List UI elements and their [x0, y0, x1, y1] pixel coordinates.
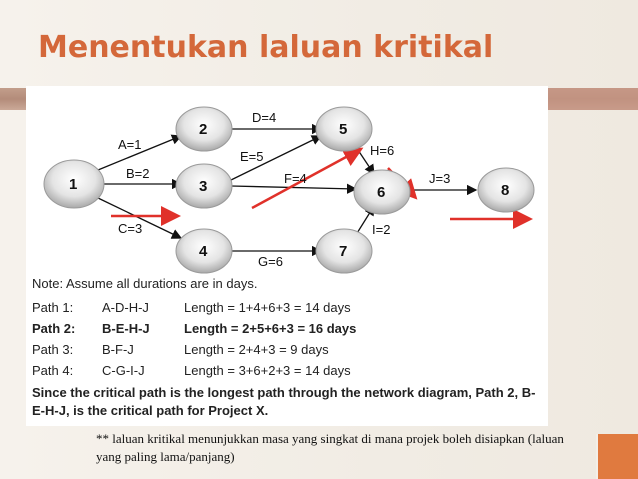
path-route: A-D-H-J: [102, 300, 149, 315]
path-route: B-F-J: [102, 342, 134, 357]
node-label: 3: [199, 178, 208, 195]
path-name: Path 3:: [32, 342, 74, 357]
corner-accent: [596, 434, 638, 479]
decorative-band-edge: [538, 88, 638, 110]
edge-label-b: B=2: [126, 166, 150, 181]
node-3: [176, 164, 232, 208]
node-label: 2: [199, 121, 208, 138]
path-length: Length = 1+4+6+3 = 14 days: [184, 300, 351, 315]
node-label: 7: [339, 243, 348, 260]
edge-label-d: D=4: [252, 110, 277, 125]
conclusion-text: Since the critical path is the longest path through the network diagram, Path 2, B-E-H-J, is the critical path for Project X.: [32, 385, 536, 418]
edge-label-i: I=2: [372, 222, 391, 237]
caption-text: ** laluan kritikal menunjukkan masa yang singkat di mana projek boleh disiapkan (laluan yang paling lama/panjang): [96, 431, 564, 464]
edge-label-e: E=5: [240, 149, 264, 164]
corner-accent-divider: [596, 434, 598, 479]
note-text: Note: Assume all durations are in days.: [32, 276, 258, 291]
edge-label-h: H=6: [370, 143, 395, 158]
node-2: [176, 107, 232, 151]
node-5: [316, 107, 372, 151]
path-name: Path 1:: [32, 300, 74, 315]
node-label: 6: [377, 184, 386, 201]
node-4: [176, 229, 232, 273]
node-6: [354, 170, 410, 214]
network-diagram-image: [26, 86, 548, 426]
node-8: [478, 168, 534, 212]
path-name: Path 4:: [32, 363, 74, 378]
path-length: Length = 2+5+6+3 = 16 days: [184, 321, 357, 336]
node-label: 5: [339, 121, 348, 138]
node-label: 8: [501, 182, 510, 199]
slide-title: Menentukan laluan kritikal: [38, 30, 494, 65]
path-name: Path 2:: [32, 321, 76, 336]
edge-label-c: C=3: [118, 221, 143, 236]
edge-label-g: G=6: [258, 254, 283, 269]
path-length: Length = 3+6+2+3 = 14 days: [184, 363, 351, 378]
edge-label-a: A=1: [118, 137, 142, 152]
path-route: B-E-H-J: [102, 321, 150, 336]
edge-label-f: F=4: [284, 171, 307, 186]
node-label: 4: [199, 243, 208, 260]
path-route: C-G-I-J: [102, 363, 145, 378]
path-length: Length = 2+4+3 = 9 days: [184, 342, 329, 357]
edge-label-j: J=3: [429, 171, 451, 186]
node-label: 1: [69, 176, 78, 193]
node-7: [316, 229, 372, 273]
node-1: [44, 160, 104, 208]
